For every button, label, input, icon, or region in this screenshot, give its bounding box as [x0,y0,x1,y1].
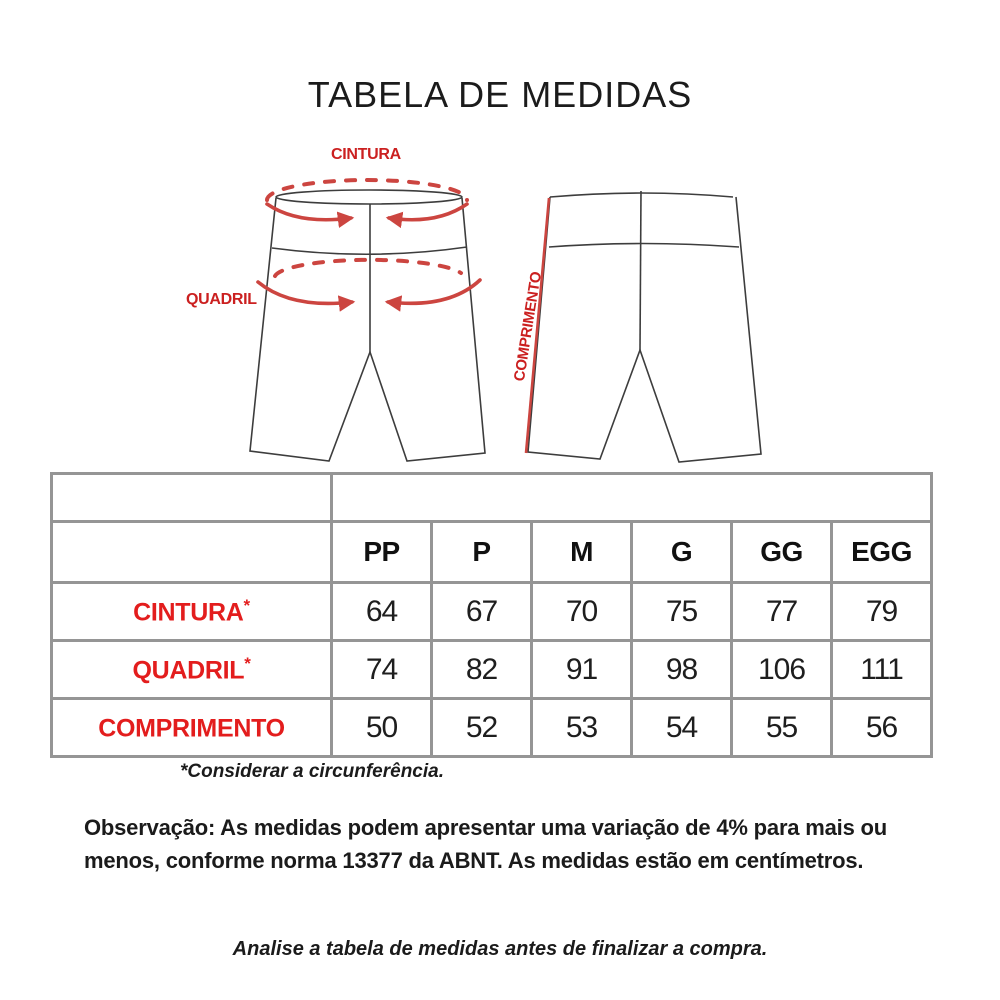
size-header-p: P [432,522,532,583]
hip-diagram-label: QUADRIL [186,291,257,308]
row-label-text: CINTURA [133,598,244,627]
size-header-g: G [632,522,732,583]
row-label-hip [52,641,332,699]
waist-value-egg: 79 [832,583,932,641]
length-value-m: 53 [532,699,632,757]
size-table [50,472,933,758]
shorts-front-diagram [205,160,495,480]
size-header-m: M [532,522,632,583]
length-value-gg: 55 [732,699,832,757]
waist-measure-annotation [267,180,467,220]
row-label-waist [52,583,332,641]
length-value-g: 54 [632,699,732,757]
hip-value-gg: 106 [732,641,832,699]
observation-note: Observação: As medidas podem apresentar uma variação de 4% para mais ou menos, conforme norma 13377 da ABNT. As medidas estão em centímetros. [84,815,887,873]
waist-value-g: 75 [632,583,732,641]
table-row-length [52,699,932,757]
hip-value-g: 98 [632,641,732,699]
hip-arrow-right [388,280,480,303]
circumference-footnote: *Considerar a circunferência. [180,761,444,782]
table-row-hip [52,641,932,699]
final-note: Analise a tabela de medidas antes de finalizar a compra. [232,938,768,960]
shorts-body-outline [250,198,485,461]
length-value-pp: 50 [332,699,432,757]
page-title: TABELA DE MEDIDAS [307,74,693,116]
center-back-seam [640,191,641,350]
length-value-p: 52 [432,699,532,757]
yoke-seam [549,244,739,248]
shorts-back-diagram [495,160,785,480]
shorts-body-outline [528,197,761,462]
hip-dashed-ellipse [275,260,461,276]
size-header-gg: GG [732,522,832,583]
size-header-pp: PP [332,522,432,583]
length-diagram-label: COMPRIMENTO [510,270,546,383]
row-label-text: COMPRIMENTO [98,714,285,743]
row-label-length [52,699,332,757]
waist-arrow-right [389,204,467,220]
hip-value-m: 91 [532,641,632,699]
waist-arrow-left [267,204,351,220]
table-spacer [52,474,332,522]
waist-value-gg: 77 [732,583,832,641]
shorts-back-outline [528,191,761,462]
hip-arrow-left [258,282,352,303]
hip-value-p: 82 [432,641,532,699]
table-sizes-row [52,522,932,583]
length-value-egg: 56 [832,699,932,757]
row-label-text: QUADRIL [132,656,245,685]
shorts-front-outline [250,190,485,461]
hip-value-pp: 74 [332,641,432,699]
hip-measure-annotation [258,260,480,304]
waist-value-m: 70 [532,583,632,641]
table-title: BERMUDA CICLISTA HELANCA [332,474,932,522]
waist-value-p: 67 [432,583,532,641]
waist-value-pp: 64 [332,583,432,641]
hip-value-egg: 111 [832,641,932,699]
size-header-egg: EGG [832,522,932,583]
table-row-waist [52,583,932,641]
row-label-asterisk: * [244,653,251,673]
waistband-opening [276,190,462,204]
row-label-asterisk: * [243,595,250,615]
waist-diagram-label: CINTURA [331,146,401,163]
table-title-row [52,474,932,522]
table-spacer [52,522,332,583]
